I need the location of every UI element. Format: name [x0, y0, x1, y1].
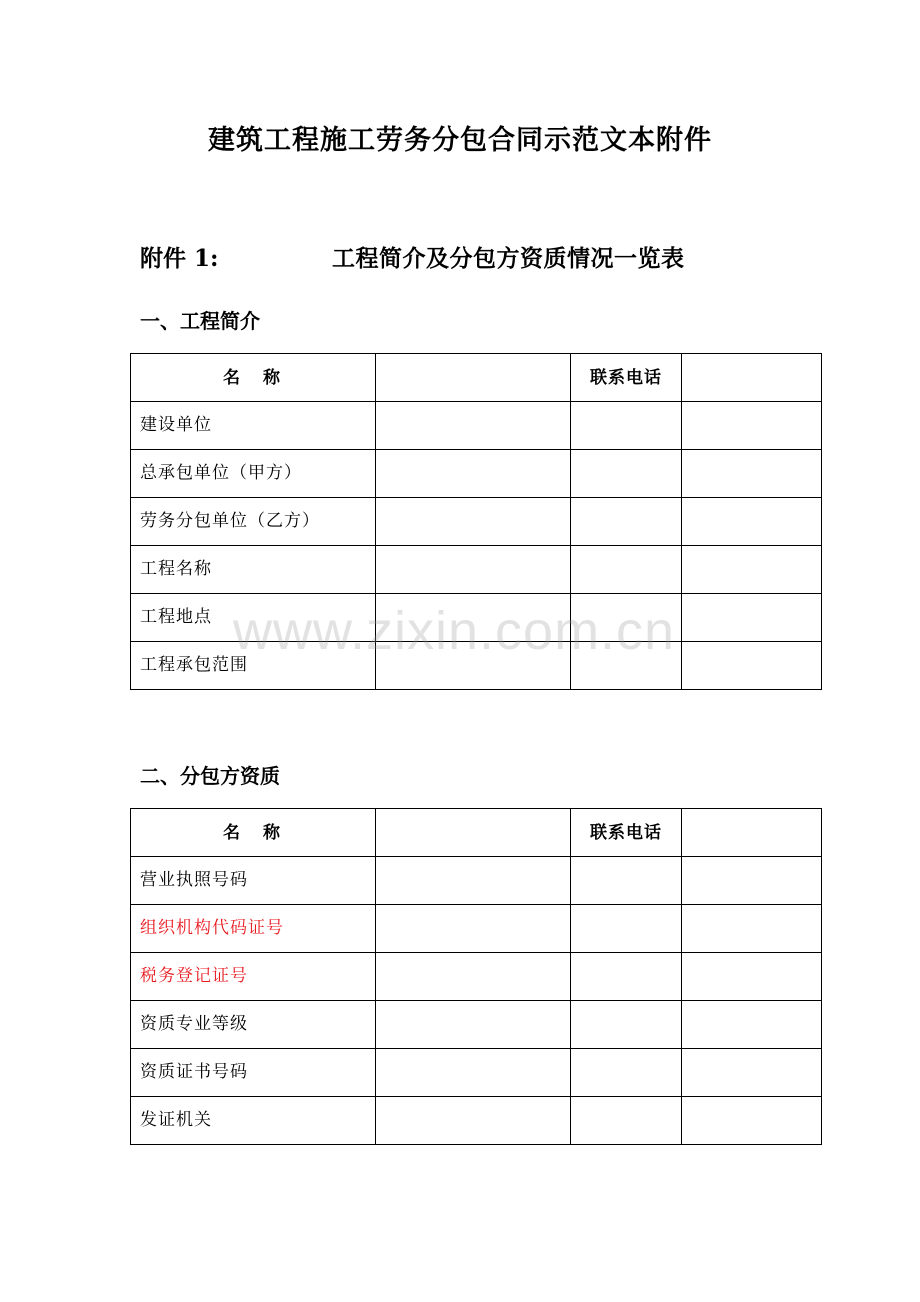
row-label: 总承包单位（甲方） [140, 463, 302, 483]
document-title: 建筑工程施工劳务分包合同示范文本附件 [208, 125, 712, 156]
value-cell [571, 402, 682, 450]
annex-title: 工程简介及分包方资质情况一览表 [332, 245, 685, 272]
table-header-row [131, 809, 822, 857]
value-cell [682, 546, 822, 594]
row-label: 工程名称 [140, 559, 212, 579]
header-name-label: 名 称 [223, 823, 283, 843]
row-label: 工程地点 [140, 607, 212, 627]
header-phone-label: 联系电话 [590, 823, 662, 843]
header-name-label: 名 称 [223, 368, 283, 388]
table-row [131, 905, 822, 953]
name-value-cell [376, 809, 571, 857]
value-cell [571, 1001, 682, 1049]
value-cell [376, 642, 571, 690]
table-row [131, 450, 822, 498]
table-row [131, 1001, 822, 1049]
name-value-cell [376, 354, 571, 402]
value-cell [682, 642, 822, 690]
value-cell [376, 857, 571, 905]
value-cell [571, 642, 682, 690]
value-cell [571, 953, 682, 1001]
value-cell [682, 857, 822, 905]
value-cell [376, 402, 571, 450]
value-cell [571, 450, 682, 498]
row-label: 税务登记证号 [140, 966, 248, 986]
value-cell [376, 905, 571, 953]
value-cell [682, 594, 822, 642]
table-row [131, 594, 822, 642]
table-row [131, 546, 822, 594]
value-cell [571, 905, 682, 953]
header-phone-label: 联系电话 [590, 368, 662, 388]
table-row [131, 498, 822, 546]
value-cell [376, 1049, 571, 1097]
watermark: www.zixin.com.cn [233, 601, 676, 661]
value-cell [376, 1097, 571, 1145]
value-cell [571, 1097, 682, 1145]
value-cell [682, 953, 822, 1001]
phone-value-cell [682, 354, 822, 402]
table-row [131, 642, 822, 690]
table-row [131, 953, 822, 1001]
value-cell [376, 450, 571, 498]
row-label: 组织机构代码证号 [140, 918, 284, 938]
table-header-row [131, 354, 822, 402]
value-cell [571, 1049, 682, 1097]
value-cell [682, 450, 822, 498]
value-cell [571, 857, 682, 905]
header-name-cell [131, 809, 376, 857]
table-row [131, 402, 822, 450]
value-cell [682, 905, 822, 953]
table-row [131, 1097, 822, 1145]
value-cell [571, 594, 682, 642]
value-cell [376, 1001, 571, 1049]
value-cell [376, 953, 571, 1001]
project-overview-table [130, 353, 822, 690]
row-label: 营业执照号码 [140, 870, 248, 890]
section-heading-project-overview: 一、工程简介 [140, 309, 260, 333]
value-cell [682, 498, 822, 546]
value-cell [571, 546, 682, 594]
header-phone-cell [571, 809, 682, 857]
row-label: 资质证书号码 [140, 1062, 248, 1082]
value-cell [682, 402, 822, 450]
value-cell [376, 498, 571, 546]
header-phone-cell [571, 354, 682, 402]
phone-value-cell [682, 809, 822, 857]
value-cell [682, 1097, 822, 1145]
subcontractor-qualification-table [130, 808, 822, 1145]
row-label: 工程承包范围 [140, 655, 248, 675]
value-cell [376, 594, 571, 642]
row-label: 劳务分包单位（乙方） [140, 511, 320, 531]
annex-label: 附件 1: [140, 245, 219, 272]
section-heading-subcontractor-qualification: 二、分包方资质 [140, 764, 280, 788]
row-label: 发证机关 [140, 1110, 212, 1130]
value-cell [682, 1001, 822, 1049]
value-cell [376, 546, 571, 594]
value-cell [571, 498, 682, 546]
table-row [131, 857, 822, 905]
row-label: 建设单位 [140, 415, 212, 435]
row-label: 资质专业等级 [140, 1014, 248, 1034]
value-cell [682, 1049, 822, 1097]
header-name-cell [131, 354, 376, 402]
table-row [131, 1049, 822, 1097]
